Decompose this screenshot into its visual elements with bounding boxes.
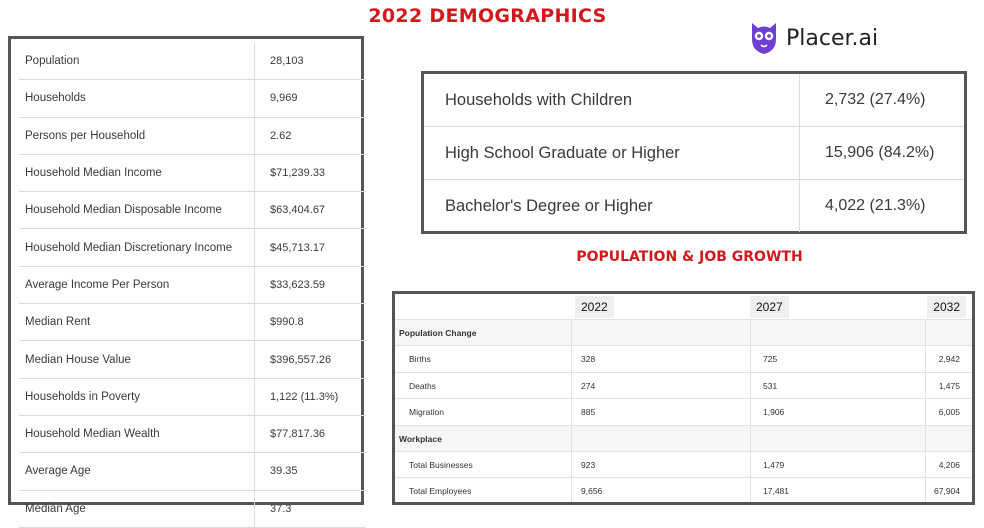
cell-value: 2,942 xyxy=(938,354,960,365)
row-value: 2.62 xyxy=(270,129,292,142)
year-header: 2022 xyxy=(575,296,614,318)
row-label: Average Age xyxy=(19,453,255,489)
year-header: 2032 xyxy=(927,296,966,318)
growth-header xyxy=(395,294,972,319)
section-label: Population Change xyxy=(399,328,477,338)
row-value: $33,623.59 xyxy=(270,278,326,291)
row-value: $45,713.17 xyxy=(270,241,326,254)
page-title: 2022 DEMOGRAPHICS xyxy=(368,5,607,27)
highlights-table xyxy=(421,71,967,234)
row-value: 39.35 xyxy=(270,465,298,478)
table-row xyxy=(19,192,366,229)
row-value: 15,906 (84.2%) xyxy=(825,144,935,161)
row-value: $990.8 xyxy=(270,316,304,329)
row-label: Total Employees xyxy=(409,486,472,497)
row-label: Households with Children xyxy=(424,74,800,126)
row-value: 28,103 xyxy=(270,55,304,68)
cell-value: 923 xyxy=(581,459,596,470)
cell-value: 531 xyxy=(763,380,778,391)
row-value: $77,817.36 xyxy=(270,428,326,441)
row-label: Household Median Discretionary Income xyxy=(19,229,255,265)
cell-value: 9,656 xyxy=(581,486,603,497)
row-label: Median House Value xyxy=(19,341,255,377)
row-value: 2,732 (27.4%) xyxy=(825,91,926,108)
cell-value: 67,904 xyxy=(934,486,960,497)
year-header: 2027 xyxy=(750,296,789,318)
table-row xyxy=(19,267,366,304)
table-row xyxy=(19,341,366,378)
row-label: Total Businesses xyxy=(409,459,473,470)
row-label: Household Median Disposable Income xyxy=(19,192,255,228)
table-row xyxy=(395,398,972,424)
placer-logo xyxy=(749,20,878,56)
cell-value: 6,005 xyxy=(938,407,960,418)
cell-value: 1,479 xyxy=(763,459,785,470)
cell-value: 1,475 xyxy=(938,380,960,391)
cell-value: 274 xyxy=(581,380,596,391)
row-value: $63,404.67 xyxy=(270,204,326,217)
row-value: $71,239.33 xyxy=(270,167,326,180)
table-row xyxy=(395,345,972,371)
cell-value: 17,481 xyxy=(763,486,789,497)
row-label: Household Median Income xyxy=(19,155,255,191)
row-label: Births xyxy=(409,354,431,365)
cell-value: 725 xyxy=(763,354,778,365)
demographics-table xyxy=(8,36,364,515)
table-row xyxy=(19,118,366,155)
brand-name: Placer.ai xyxy=(786,25,879,51)
row-value: 9,969 xyxy=(270,92,298,105)
cell-value: 885 xyxy=(581,407,596,418)
table-row xyxy=(19,155,366,192)
table-row xyxy=(19,491,366,528)
row-label: Median Rent xyxy=(19,304,255,340)
table-row xyxy=(19,304,366,341)
table-row xyxy=(19,453,366,490)
table-row xyxy=(424,74,964,127)
table-row xyxy=(424,180,964,232)
cell-value: 4,206 xyxy=(938,459,960,470)
row-value: $396,557.26 xyxy=(270,353,332,366)
section-header xyxy=(395,319,972,345)
table-row xyxy=(19,379,366,416)
row-label: Households in Poverty xyxy=(19,379,255,415)
growth-table xyxy=(392,291,975,505)
row-label: Migration xyxy=(409,407,444,418)
table-row xyxy=(19,80,366,117)
table-row xyxy=(395,372,972,398)
row-label: Median Age xyxy=(19,491,255,527)
row-value: 1,122 (11.3%) xyxy=(270,390,339,403)
cell-value: 328 xyxy=(581,354,596,365)
table-row xyxy=(424,127,964,180)
table-row xyxy=(395,451,972,477)
table-row xyxy=(395,477,972,503)
table-row xyxy=(19,416,366,453)
table-row xyxy=(19,229,366,266)
row-label: Households xyxy=(19,80,255,116)
owl-logo-icon xyxy=(749,21,779,55)
row-label: Deaths xyxy=(409,380,436,391)
row-label: Household Median Wealth xyxy=(19,416,255,452)
row-label: Bachelor's Degree or Higher xyxy=(424,180,800,232)
growth-title: POPULATION & JOB GROWTH xyxy=(576,249,803,265)
cell-value: 1,906 xyxy=(763,407,785,418)
row-label: Persons per Household xyxy=(19,118,255,154)
row-label: High School Graduate or Higher xyxy=(424,127,800,179)
row-value: 37.3 xyxy=(270,502,292,515)
section-label: Workplace xyxy=(399,433,442,444)
table-row xyxy=(19,43,366,80)
section-header xyxy=(395,425,972,451)
row-label: Population xyxy=(19,43,255,79)
row-value: 4,022 (21.3%) xyxy=(825,197,926,214)
row-label: Average Income Per Person xyxy=(19,267,255,303)
